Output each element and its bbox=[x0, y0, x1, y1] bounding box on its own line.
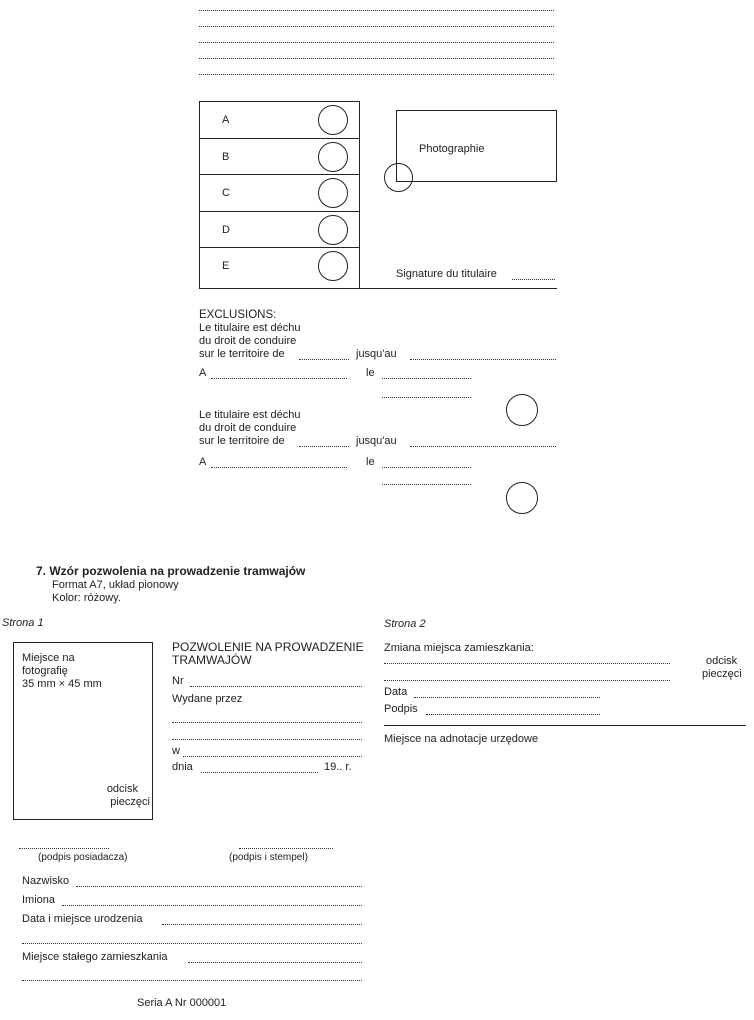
change-residence-label: Zmiana miejsca zamieszkania: bbox=[384, 642, 534, 654]
stamp-circle bbox=[318, 251, 348, 281]
residence-dots bbox=[188, 962, 362, 963]
page2-stamp-line1: odcisk bbox=[706, 655, 738, 667]
page2-stamp-line2: pieczęci bbox=[702, 668, 742, 680]
issued-by-label: Wydane przez bbox=[172, 693, 243, 705]
category-label: D bbox=[222, 223, 230, 236]
block2-line1: Le titulaire est déchu bbox=[199, 409, 301, 421]
block1-until: jusqu'au bbox=[356, 348, 397, 360]
block2-line2: du droit de conduire bbox=[199, 422, 297, 434]
block1-on: le bbox=[366, 367, 375, 379]
block2-at: A bbox=[199, 456, 207, 468]
category-label: E bbox=[222, 260, 230, 272]
date-suffix: 19.. r. bbox=[324, 761, 352, 773]
series-number: Seria A Nr 000001 bbox=[137, 997, 227, 1009]
block1-stamp-circle bbox=[506, 394, 538, 426]
top-dotted-line-1 bbox=[199, 10, 554, 11]
top-dotted-line-3 bbox=[199, 42, 554, 43]
block1-until-dots bbox=[410, 359, 556, 360]
official-notes-label: Miejsce na adnotacje urzędowe bbox=[384, 733, 539, 745]
issued-dots-2 bbox=[172, 739, 362, 740]
block1-at: A bbox=[199, 367, 207, 379]
block1-extra-dots bbox=[382, 397, 471, 398]
names-label: Imiona bbox=[22, 894, 56, 906]
category-label: B bbox=[222, 150, 230, 163]
page2-signature-label: Podpis bbox=[384, 703, 418, 715]
w-label: w bbox=[172, 745, 180, 757]
photo-placeholder-line1: Miejsce na bbox=[22, 652, 75, 664]
birth-dots bbox=[162, 924, 362, 925]
official-sig-dots bbox=[239, 848, 333, 849]
top-dotted-line-4 bbox=[199, 58, 554, 59]
date-dots bbox=[201, 772, 318, 773]
issued-dots-1 bbox=[172, 722, 362, 723]
stamp-text-line1: odcisk bbox=[106, 783, 138, 795]
photo-label: Photographie bbox=[419, 143, 485, 155]
residence-label: Miejsce stałego zamieszkania bbox=[22, 951, 168, 963]
section7-title: 7. Wzór pozwolenia na prowadzenie tramwajów bbox=[36, 564, 306, 578]
top-dotted-line-2 bbox=[199, 26, 554, 27]
stamp-circle bbox=[318, 105, 348, 135]
date-prefix: dnia bbox=[172, 761, 193, 773]
page1-header: Strona 1 bbox=[2, 617, 44, 629]
change-dots-1 bbox=[384, 663, 670, 664]
block1-line2: du droit de conduire bbox=[199, 335, 297, 347]
exclusions-title: EXCLUSIONS: bbox=[199, 309, 277, 321]
top-dotted-line-5 bbox=[199, 74, 554, 75]
section7-format: Format A7, układ pionowy bbox=[52, 579, 179, 591]
photo-placeholder-box bbox=[13, 642, 153, 820]
surname-dots bbox=[76, 886, 362, 887]
block2-line3: sur le territoire de bbox=[199, 435, 285, 447]
birth-label: Data i miejsce urodzenia bbox=[22, 913, 143, 925]
block1-territory-dots bbox=[299, 359, 349, 360]
signature-rule bbox=[360, 288, 557, 289]
page2-date-dots bbox=[414, 697, 600, 698]
photo-placeholder-line2: fotografię bbox=[22, 665, 68, 677]
stamp-circle bbox=[318, 215, 348, 245]
residence-dots-2 bbox=[22, 980, 362, 981]
block1-line3: sur le territoire de bbox=[199, 348, 285, 360]
category-row-d bbox=[200, 212, 359, 249]
category-row-c bbox=[200, 175, 359, 212]
block1-line1: Le titulaire est déchu bbox=[199, 322, 301, 334]
block2-until: jusqu'au bbox=[356, 435, 397, 447]
w-dots bbox=[183, 756, 362, 757]
names-dots bbox=[62, 905, 362, 906]
birth-dots-2 bbox=[22, 943, 362, 944]
category-row-a bbox=[200, 102, 359, 139]
block2-on-dots bbox=[382, 467, 471, 468]
page2-date-label: Data bbox=[384, 686, 408, 698]
stamp-circle bbox=[318, 178, 348, 208]
stamp-circle bbox=[318, 142, 348, 172]
section7-color: Kolor: różowy. bbox=[52, 592, 121, 604]
block2-stamp-circle bbox=[506, 482, 538, 514]
block2-until-dots bbox=[410, 446, 556, 447]
category-row-b bbox=[200, 139, 359, 176]
block2-extra-dots bbox=[382, 484, 471, 485]
signature-dotted-line bbox=[512, 279, 555, 280]
photo-stamp-circle bbox=[384, 163, 413, 192]
block2-on: le bbox=[366, 456, 375, 468]
page2-rule bbox=[384, 725, 746, 726]
holder-sig-dots bbox=[19, 848, 109, 849]
block2-at-dots bbox=[211, 467, 347, 468]
change-dots-2 bbox=[384, 680, 670, 681]
photo-placeholder-line3: 35 mm × 45 mm bbox=[22, 678, 102, 690]
photo-box bbox=[396, 110, 557, 182]
page2-signature-dots bbox=[426, 714, 600, 715]
stamp-text-line2: pieczęci bbox=[110, 796, 150, 808]
permit-title-line2: TRAMWAJÓW bbox=[172, 653, 252, 667]
category-row-e bbox=[200, 248, 359, 285]
category-table bbox=[199, 101, 360, 289]
signature-label: Signature du titulaire bbox=[396, 268, 497, 280]
official-sig-label: (podpis i stempel) bbox=[229, 852, 308, 863]
block1-at-dots bbox=[211, 378, 347, 379]
holder-sig-label: (podpis posiadacza) bbox=[38, 852, 128, 863]
block1-on-dots bbox=[382, 378, 471, 379]
page2-header: Strona 2 bbox=[384, 618, 426, 630]
surname-label: Nazwisko bbox=[22, 875, 70, 887]
nr-dots bbox=[190, 686, 362, 687]
block2-territory-dots bbox=[299, 446, 349, 447]
nr-label: Nr bbox=[172, 675, 184, 687]
category-label: A bbox=[222, 114, 230, 126]
category-label: C bbox=[222, 187, 230, 199]
permit-title-line1: POZWOLENIE NA PROWADZENIE bbox=[172, 640, 364, 654]
